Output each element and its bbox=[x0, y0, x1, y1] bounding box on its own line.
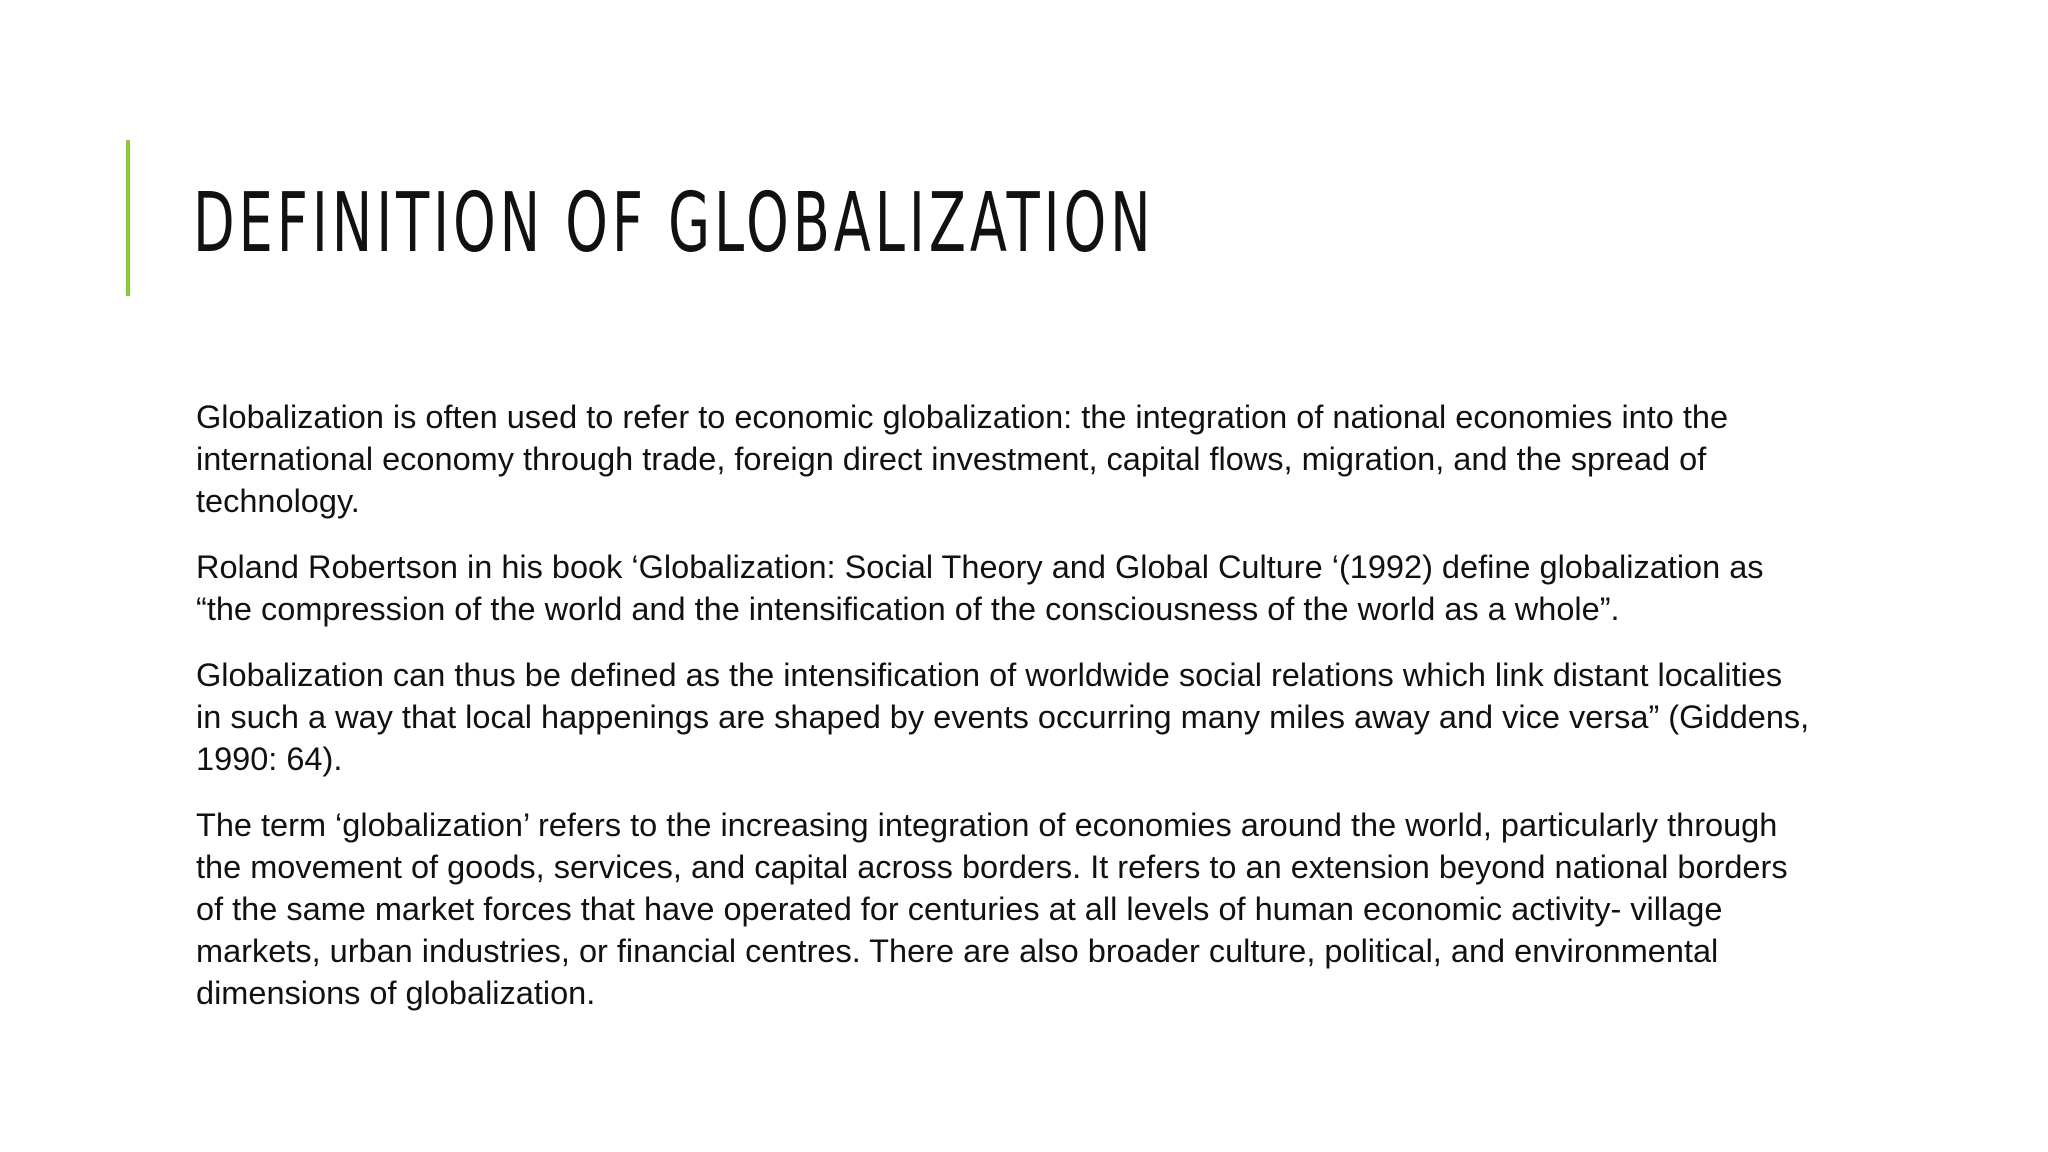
slide-title: DEFINITION OF GLOBALIZATION bbox=[193, 176, 1155, 271]
paragraph-robertson-definition: Roland Robertson in his book ‘Globalization: Social Theory and Global Culture ‘(1992) define globalization as “the compression of the world and the intensification of the consciousness of the world as a whole”. bbox=[196, 549, 1764, 627]
paragraph-economic-globalization: Globalization is often used to refer to economic globalization: the integration of national economies into the international economy through trade, foreign direct investment, capital flows, migration, and the spread of technology. bbox=[196, 399, 1729, 519]
paragraph-giddens-definition: Globalization can thus be defined as the intensification of worldwide social relations which link distant localities in such a way that local happenings are shaped by events occurring many miles away and vice versa” (Giddens, 1990: 64). bbox=[196, 657, 1810, 777]
title-accent-bar bbox=[126, 140, 130, 296]
slide-body bbox=[196, 396, 1816, 1038]
paragraph-term-globalization: The term ‘globalization’ refers to the increasing integration of economies around the world, particularly through the movement of goods, services, and capital across borders. It refers to an extension beyond national borders of the same market forces that have operated for centuries at all levels of human economic activity- village markets, urban industries, or financial centres. There are also broader culture, political, and environmental dimensions of globalization. bbox=[196, 807, 1788, 1011]
